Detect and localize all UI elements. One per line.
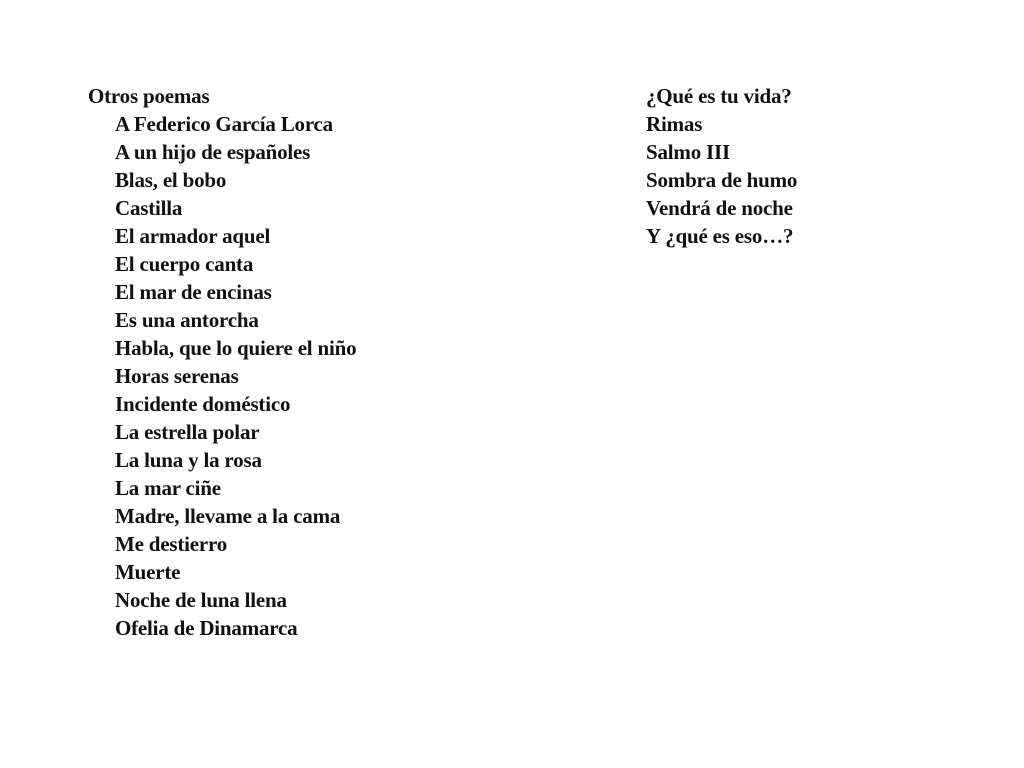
poem-title: Habla, que lo quiere el niño	[115, 336, 357, 360]
poem-title: Castilla	[115, 196, 183, 220]
poem-title: Incidente doméstico	[115, 392, 291, 416]
poem-title: La mar ciñe	[115, 476, 221, 500]
poem-title: Y ¿qué es eso…?	[646, 224, 794, 248]
poem-title: Ofelia de Dinamarca	[115, 616, 298, 640]
poem-title: Salmo III	[646, 140, 730, 164]
poem-title: La luna y la rosa	[115, 448, 262, 472]
poem-title: Madre, llevame a la cama	[115, 504, 341, 528]
poem-title: Es una antorcha	[115, 308, 259, 332]
poem-title: A Federico García Lorca	[115, 112, 333, 136]
poem-title: A un hijo de españoles	[115, 140, 311, 164]
poem-title: Vendrá de noche	[646, 196, 793, 220]
section-heading: Otros poemas	[88, 84, 210, 108]
poem-index-left-column	[88, 82, 356, 642]
poem-title: Horas serenas	[115, 364, 239, 388]
poem-title: La estrella polar	[115, 420, 260, 444]
poem-title: El cuerpo canta	[115, 252, 254, 276]
poem-title: Rimas	[646, 112, 703, 136]
poem-index-right-column	[646, 82, 797, 250]
poem-title: Noche de luna llena	[115, 588, 287, 612]
poem-title: Blas, el bobo	[115, 168, 227, 192]
poem-title: Sombra de humo	[646, 168, 798, 192]
poem-title: El mar de encinas	[115, 280, 272, 304]
poem-title: Muerte	[115, 560, 181, 584]
poem-title: Me destierro	[115, 532, 228, 556]
poem-title: El armador aquel	[115, 224, 271, 248]
poem-title: ¿Qué es tu vida?	[646, 84, 792, 108]
